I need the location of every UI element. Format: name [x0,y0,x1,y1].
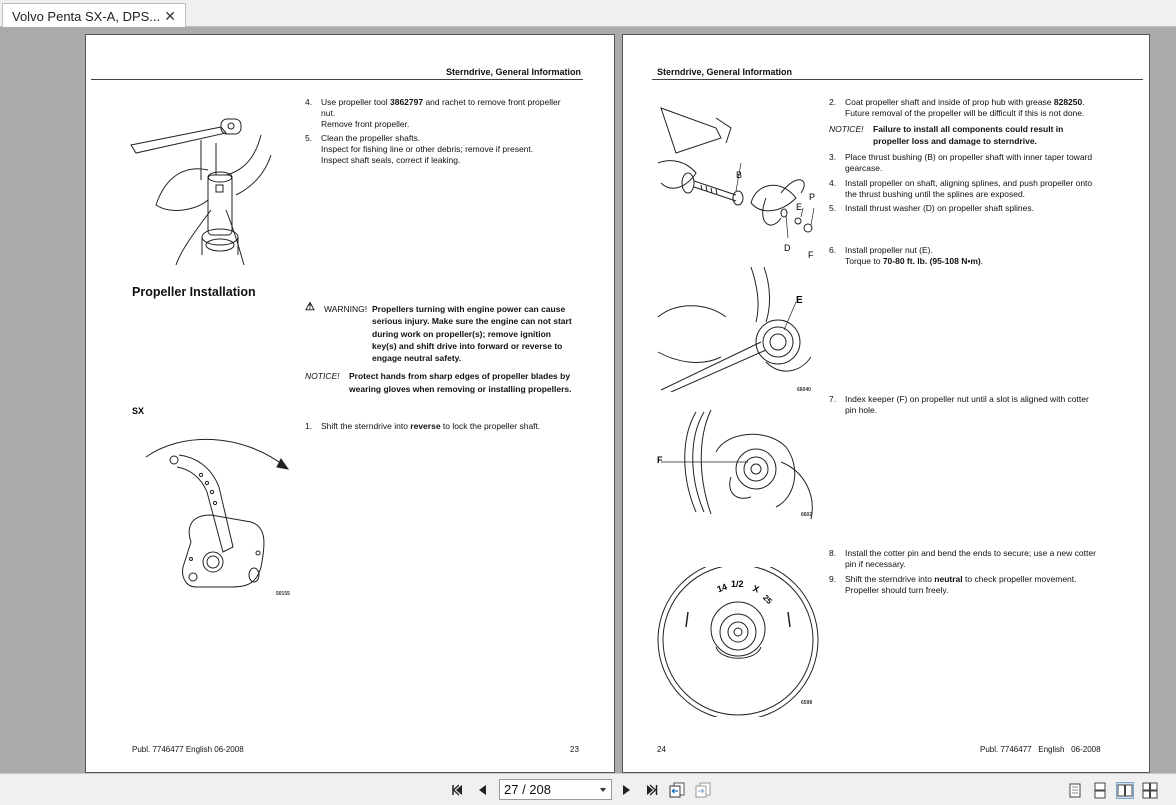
step-text: Use propeller tool [321,97,390,107]
step-text: Inspect shaft seals, correct if leaking. [321,155,461,165]
warning-label: WARNING! [324,304,368,314]
propeller-removal-figure [126,115,276,270]
figure-code: 66040 [797,387,811,393]
figure-letter-d: D [784,243,791,253]
next-page-icon [618,782,634,798]
shift-lever-figure [141,427,301,602]
step-text: Propeller should turn freely. [845,585,949,595]
sx-label: SX [132,406,145,416]
step-number: 6. [829,245,837,255]
page-header: Sterndrive, General Information [446,67,582,77]
figure-letter-e: E [796,295,803,306]
last-page-icon [643,782,659,798]
step-number: 1. [305,421,313,431]
keeper-figure [656,407,821,522]
grease-number: 828250 [1053,97,1083,107]
step-text: Index keeper (F) on propeller nut until a slot is aligned with cotter [845,394,1089,404]
section-title: Propeller Installation [132,285,256,299]
step-number: 2. [829,97,837,107]
step-text: pin hole. [845,405,878,415]
dial-text-half: 1/2 [731,579,744,589]
step-text: Future removal of the propeller will be difficult if this is not done. [845,108,1085,118]
step-number: 9. [829,574,837,584]
navigation-toolbar [0,773,1176,805]
notice-line: Protect hands from sharp edges of propeller blades by [349,371,571,381]
step-number: 7. [829,394,837,404]
step-text: Shift the sterndrive into [321,421,411,431]
header-rule [652,79,1143,80]
step-text: nut. [321,108,336,118]
tab-bar [0,0,1176,27]
step-text: gearcase. [845,163,883,173]
tab-title: Volvo Penta SX-A, DPS... [12,9,161,24]
page-selector[interactable] [499,779,612,800]
single-page-view-button[interactable] [1066,782,1084,799]
tool-number: 3862797 [389,97,424,107]
continuous-facing-view-button[interactable] [1141,782,1159,799]
figure-letter-f: F [657,455,663,465]
step-text: pin if necessary. [845,559,906,569]
step-text: Install propeller on shaft, aligning splines, and push propeller onto [845,178,1093,188]
cotter-pin-figure [656,567,821,717]
step-text: Coat propeller shaft and inside of prop hub with grease [845,97,1054,107]
continuous-page-icon [1091,782,1109,799]
figure-letter-p: P [809,192,816,202]
step-bold-text: reverse [410,421,441,431]
step-number: 3. [829,152,837,162]
page-23 [85,34,615,773]
figure-letter-e: E [796,202,803,212]
step-text: to check propeller movement. [962,574,1077,584]
tab-close-icon[interactable]: ✕ [164,8,176,24]
document-tab[interactable] [2,3,186,28]
notice-label: NOTICE! [305,371,340,381]
page-header: Sterndrive, General Information [657,67,793,77]
step-text: Shift the sterndrive into [845,574,935,584]
step-number: 4. [829,178,837,188]
page-number: 23 [570,745,579,754]
warning-line: key(s) and shift drive into forward or reverse to [372,340,563,351]
next-page-button[interactable] [618,782,634,798]
figure-letter-f: F [808,250,814,260]
step-text: and rachet to remove front propeller [423,97,561,107]
step-text: . [980,256,984,266]
header-rule [91,79,583,80]
torque-value: 70-80 ft. lb. (95-108 N•m) [882,256,981,266]
warning-line: engage neutral safety. [372,353,462,364]
single-page-icon [1066,782,1084,799]
continuous-view-button[interactable] [1091,782,1109,799]
page-footer-publication: Publ. 7746477 English 06-2008 [132,745,244,754]
figure-code: 6598 [801,700,813,706]
document-viewer[interactable] [0,27,1176,773]
notice-line: wearing gloves when removing or installing propellers. [349,384,572,394]
step-text: Inspect for fishing line or other debris; remove if present. [321,144,534,154]
notice-label: NOTICE! [829,124,864,134]
history-back-icon [668,782,686,798]
chevron-down-icon [600,788,606,792]
facing-pages-icon [1117,783,1133,798]
dial-text-x: X [751,583,761,595]
facing-pages-view-button[interactable] [1116,782,1134,799]
history-back-button[interactable] [668,782,686,798]
dial-text-25: 25 [761,593,774,606]
first-page-icon [450,782,466,798]
warning-line: during work on propeller(s); remove ignition [372,328,551,339]
notice-line: Failure to install all components could result in [873,124,1064,134]
warning-line: serious injury. Make sure the engine can not start [372,316,572,327]
prev-page-button[interactable] [475,782,491,798]
warning-line: Propellers turning with engine power can cause [372,304,566,314]
step-text: Install thrust washer (D) on propeller shaft splines. [845,203,1034,213]
page-number: 24 [657,745,666,754]
notice-line: propeller loss and damage to sterndrive. [873,136,1037,146]
step-number: 4. [305,97,313,107]
history-forward-icon [694,782,712,798]
history-forward-button[interactable] [694,782,712,798]
figure-code: 50155 [276,591,290,597]
step-text: Install propeller nut (E). [845,245,933,255]
step-text: the thrust bushing until the splines are exposed. [845,189,1026,199]
step-text: . [1082,97,1085,107]
figure-code: 6602 [801,512,813,518]
continuous-facing-icon [1141,782,1159,799]
step-text: Remove front propeller. [321,119,410,129]
first-page-button[interactable] [450,782,466,798]
step-text: Install the cotter pin and bend the ends to secure; use a new cotter [845,548,1096,558]
step-number: 5. [829,203,837,213]
step-text: to lock the propeller shaft. [440,421,541,431]
step-text: Place thrust bushing (B) on propeller shaft with inner taper toward [845,152,1093,162]
step-text: Torque to [845,256,883,266]
step-text: Clean the propeller shafts. [321,133,421,143]
step-number: 8. [829,548,837,558]
prev-page-icon [475,782,491,798]
figure-letter-b: B [736,170,743,180]
step-number: 5. [305,133,313,143]
page-display: 27 / 208 [504,782,551,797]
warning-triangle-icon: ⚠ [305,301,315,313]
page-footer-publication: Publ. 7746477 English 06-2008 [980,745,1101,754]
dial-text-14: 14 [715,581,729,595]
page-24 [622,34,1150,773]
propeller-nut-figure [656,262,821,392]
last-page-button[interactable] [643,782,659,798]
step-bold-text: neutral [934,574,963,584]
